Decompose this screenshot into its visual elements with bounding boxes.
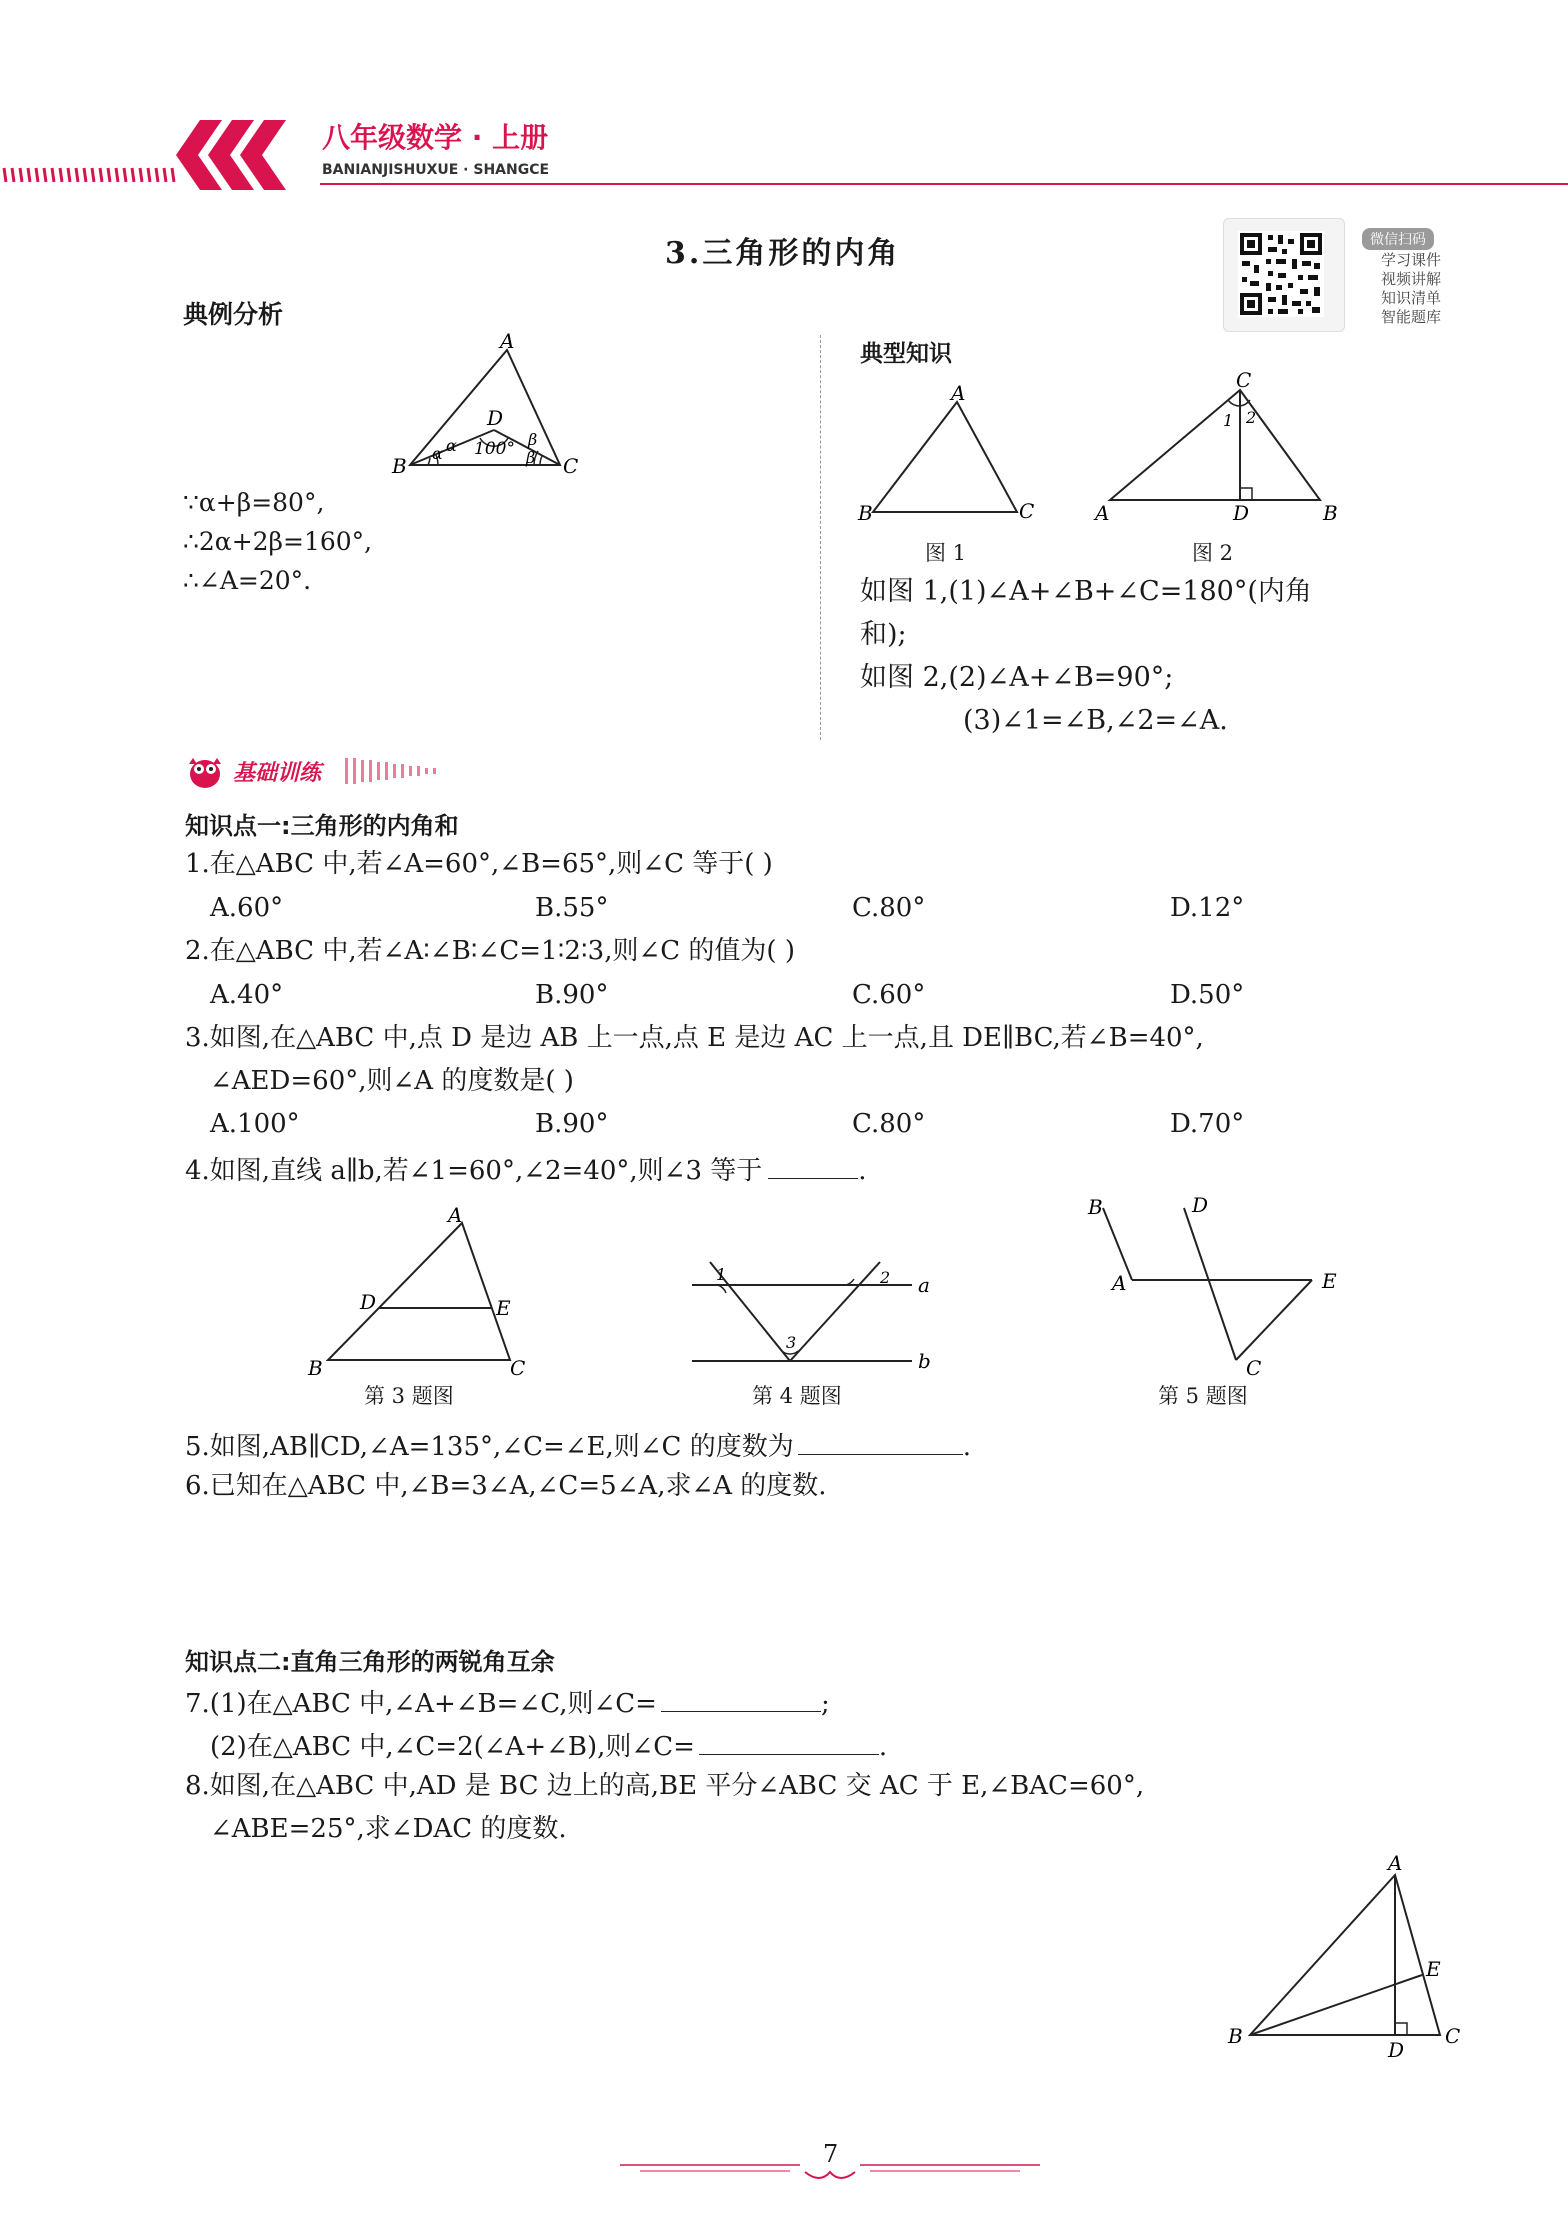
label-c: C bbox=[1236, 370, 1252, 392]
q8-answer-area[interactable] bbox=[210, 1860, 1160, 2090]
knowledge-figure-1 bbox=[855, 380, 1035, 525]
q1-option-c[interactable]: C.80° bbox=[852, 893, 926, 923]
label-angle-1: 1 bbox=[716, 1265, 727, 1284]
column-divider bbox=[820, 335, 821, 740]
label-d: D bbox=[360, 1290, 377, 1314]
qr-tag: 智能题库 bbox=[1381, 308, 1442, 326]
q3-option-a[interactable]: A.100° bbox=[210, 1109, 300, 1139]
q7a-answer-blank[interactable] bbox=[661, 1685, 821, 1712]
q8-stem-cont: ∠ABE=25°,求∠DAC 的度数. bbox=[210, 1814, 567, 1844]
example-figure bbox=[380, 330, 600, 485]
q7b-end: . bbox=[878, 1732, 888, 1762]
kp1-heading: 知识点一:三角形的内角和 bbox=[185, 812, 459, 840]
qr-tag: 视频讲解 bbox=[1381, 270, 1442, 288]
q1-option-b[interactable]: B.55° bbox=[535, 893, 609, 923]
label-c: C bbox=[510, 1356, 526, 1380]
q6-answer-area[interactable] bbox=[210, 1512, 1410, 1627]
label-c: C bbox=[1246, 1356, 1262, 1380]
label-e: E bbox=[496, 1296, 511, 1320]
knowledge-line: 如图 2,(2)∠A+∠B=90°; bbox=[860, 662, 1174, 693]
figure-q4 bbox=[680, 1250, 940, 1380]
label-c: C bbox=[563, 454, 579, 478]
label-alpha: α bbox=[446, 436, 457, 455]
label-angle-2: 2 bbox=[880, 1268, 891, 1287]
q3-option-b[interactable]: B.90° bbox=[535, 1109, 609, 1139]
label-beta: β bbox=[526, 448, 536, 467]
label-angle-2: 2 bbox=[1246, 408, 1257, 427]
section-title: 3.三角形的内角 bbox=[665, 236, 901, 271]
header bbox=[0, 110, 1568, 190]
figure-q3 bbox=[300, 1205, 540, 1380]
label-a: A bbox=[1095, 501, 1110, 525]
label-a: A bbox=[500, 330, 515, 353]
q4-text: 4.如图,直线 a∥b,若∠1=60°,∠2=40°,则∠3 等于 bbox=[185, 1156, 763, 1186]
label-e: E bbox=[1426, 1957, 1441, 1981]
label-c: C bbox=[1445, 2024, 1461, 2048]
owl-icon bbox=[185, 752, 225, 790]
qr-caption: 微信扫码 bbox=[1362, 228, 1434, 250]
banner-stripes bbox=[345, 758, 455, 784]
label-line-b: b bbox=[918, 1349, 931, 1373]
q7b-text: (2)在△ABC 中,∠C=2(∠A+∠B),则∠C= bbox=[210, 1732, 695, 1762]
q2-option-c[interactable]: C.60° bbox=[852, 980, 926, 1010]
q4-end: . bbox=[858, 1156, 867, 1186]
qr-code-icon bbox=[1238, 231, 1324, 317]
header-decoration bbox=[0, 110, 1568, 190]
label-e: E bbox=[1322, 1269, 1337, 1293]
label-a: A bbox=[1112, 1271, 1127, 1295]
training-banner-label: 基础训练 bbox=[233, 761, 322, 786]
q8-stem: 8.如图,在△ABC 中,AD 是 BC 边上的高,BE 平分∠ABC 交 AC 于 E,∠BAC=60°, bbox=[185, 1771, 1145, 1801]
qr-block bbox=[1223, 218, 1345, 332]
label-b: B bbox=[308, 1356, 323, 1380]
label-d: D bbox=[1388, 2038, 1405, 2062]
label-alpha: α bbox=[432, 444, 443, 463]
label-d: D bbox=[1233, 501, 1250, 525]
label-d: D bbox=[1192, 1193, 1209, 1217]
q6-stem: 6.已知在△ABC 中,∠B=3∠A,∠C=5∠A,求∠A 的度数. bbox=[185, 1471, 827, 1501]
figure-caption: 图 2 bbox=[1192, 541, 1234, 565]
q2-option-d[interactable]: D.50° bbox=[1170, 980, 1245, 1010]
q7b-stem bbox=[210, 1728, 887, 1763]
label-line-a: a bbox=[918, 1273, 930, 1297]
label-b: B bbox=[1228, 2024, 1243, 2048]
knowledge-line: 和); bbox=[860, 619, 907, 650]
q1-option-a[interactable]: A.60° bbox=[210, 893, 284, 923]
figure-caption: 图 1 bbox=[925, 541, 967, 565]
example-step: ∴∠A=20°. bbox=[183, 566, 312, 595]
q3-stem: 3.如图,在△ABC 中,点 D 是边 AB 上一点,点 E 是边 AC 上一点,且 DE∥BC,若∠B=40°, bbox=[185, 1023, 1204, 1053]
knowledge-line: (3)∠1=∠B,∠2=∠A. bbox=[963, 705, 1228, 736]
label-angle: 100° bbox=[474, 439, 515, 459]
qr-tag: 知识清单 bbox=[1381, 289, 1442, 307]
series-title: 八年级数学 · 上册 bbox=[322, 121, 549, 154]
q1-option-d[interactable]: D.12° bbox=[1170, 893, 1245, 923]
q4-stem bbox=[185, 1152, 867, 1187]
qr-tag: 学习课件 bbox=[1381, 251, 1442, 269]
kp2-heading: 知识点二:直角三角形的两锐角互余 bbox=[185, 1648, 555, 1676]
label-b: B bbox=[392, 454, 407, 478]
q2-option-a[interactable]: A.40° bbox=[210, 980, 284, 1010]
label-a: A bbox=[1388, 1851, 1403, 1875]
knowledge-figure-2 bbox=[1090, 370, 1340, 530]
label-a: A bbox=[448, 1205, 463, 1227]
figure-caption: 第 5 题图 bbox=[1158, 1384, 1248, 1408]
example-heading: 典例分析 bbox=[183, 300, 284, 329]
series-subtitle: BANIANJISHUXUE · SHANGCE bbox=[322, 162, 550, 178]
label-a: A bbox=[951, 381, 966, 405]
example-step: ∴2α+2β=160°, bbox=[183, 527, 373, 556]
q7a-stem bbox=[185, 1685, 830, 1720]
q4-answer-blank[interactable] bbox=[768, 1152, 858, 1179]
label-beta: β bbox=[528, 430, 538, 449]
q3-option-d[interactable]: D.70° bbox=[1170, 1109, 1245, 1139]
q5-text: 5.如图,AB∥CD,∠A=135°,∠C=∠E,则∠C 的度数为 bbox=[185, 1432, 794, 1462]
example-step: ∵α+β=80°, bbox=[183, 488, 325, 517]
q5-end: . bbox=[962, 1432, 971, 1462]
label-d: D bbox=[487, 406, 504, 430]
q3-stem-cont: ∠AED=60°,则∠A 的度数是( ) bbox=[210, 1066, 574, 1096]
q5-stem bbox=[185, 1428, 971, 1463]
q1-stem: 1.在△ABC 中,若∠A=60°,∠B=65°,则∠C 等于( ) bbox=[185, 849, 773, 879]
figure-q8 bbox=[1220, 1850, 1470, 2065]
figure-caption: 第 3 题图 bbox=[364, 1384, 454, 1408]
label-b: B bbox=[1323, 501, 1338, 525]
training-banner bbox=[185, 750, 455, 792]
knowledge-heading: 典型知识 bbox=[860, 341, 952, 367]
label-angle-1: 1 bbox=[1223, 411, 1234, 430]
label-b: B bbox=[1088, 1195, 1103, 1219]
q7b-answer-blank[interactable] bbox=[699, 1728, 879, 1755]
q7a-text: 7.(1)在△ABC 中,∠A+∠B=∠C,则∠C= bbox=[185, 1689, 657, 1719]
label-c: C bbox=[1019, 499, 1035, 523]
page-number: 7 bbox=[823, 2140, 839, 2168]
label-b: B bbox=[858, 501, 873, 525]
figure-q5 bbox=[1080, 1190, 1350, 1380]
q7a-end: ; bbox=[820, 1689, 830, 1719]
q3-option-c[interactable]: C.80° bbox=[852, 1109, 926, 1139]
label-angle-3: 3 bbox=[786, 1333, 797, 1352]
q5-answer-blank[interactable] bbox=[798, 1428, 963, 1455]
knowledge-line: 如图 1,(1)∠A+∠B+∠C=180°(内角 bbox=[860, 576, 1312, 607]
q2-option-b[interactable]: B.90° bbox=[535, 980, 609, 1010]
q2-stem: 2.在△ABC 中,若∠A∶∠B∶∠C=1∶2∶3,则∠C 的值为( ) bbox=[185, 936, 795, 966]
figure-caption: 第 4 题图 bbox=[752, 1384, 842, 1408]
